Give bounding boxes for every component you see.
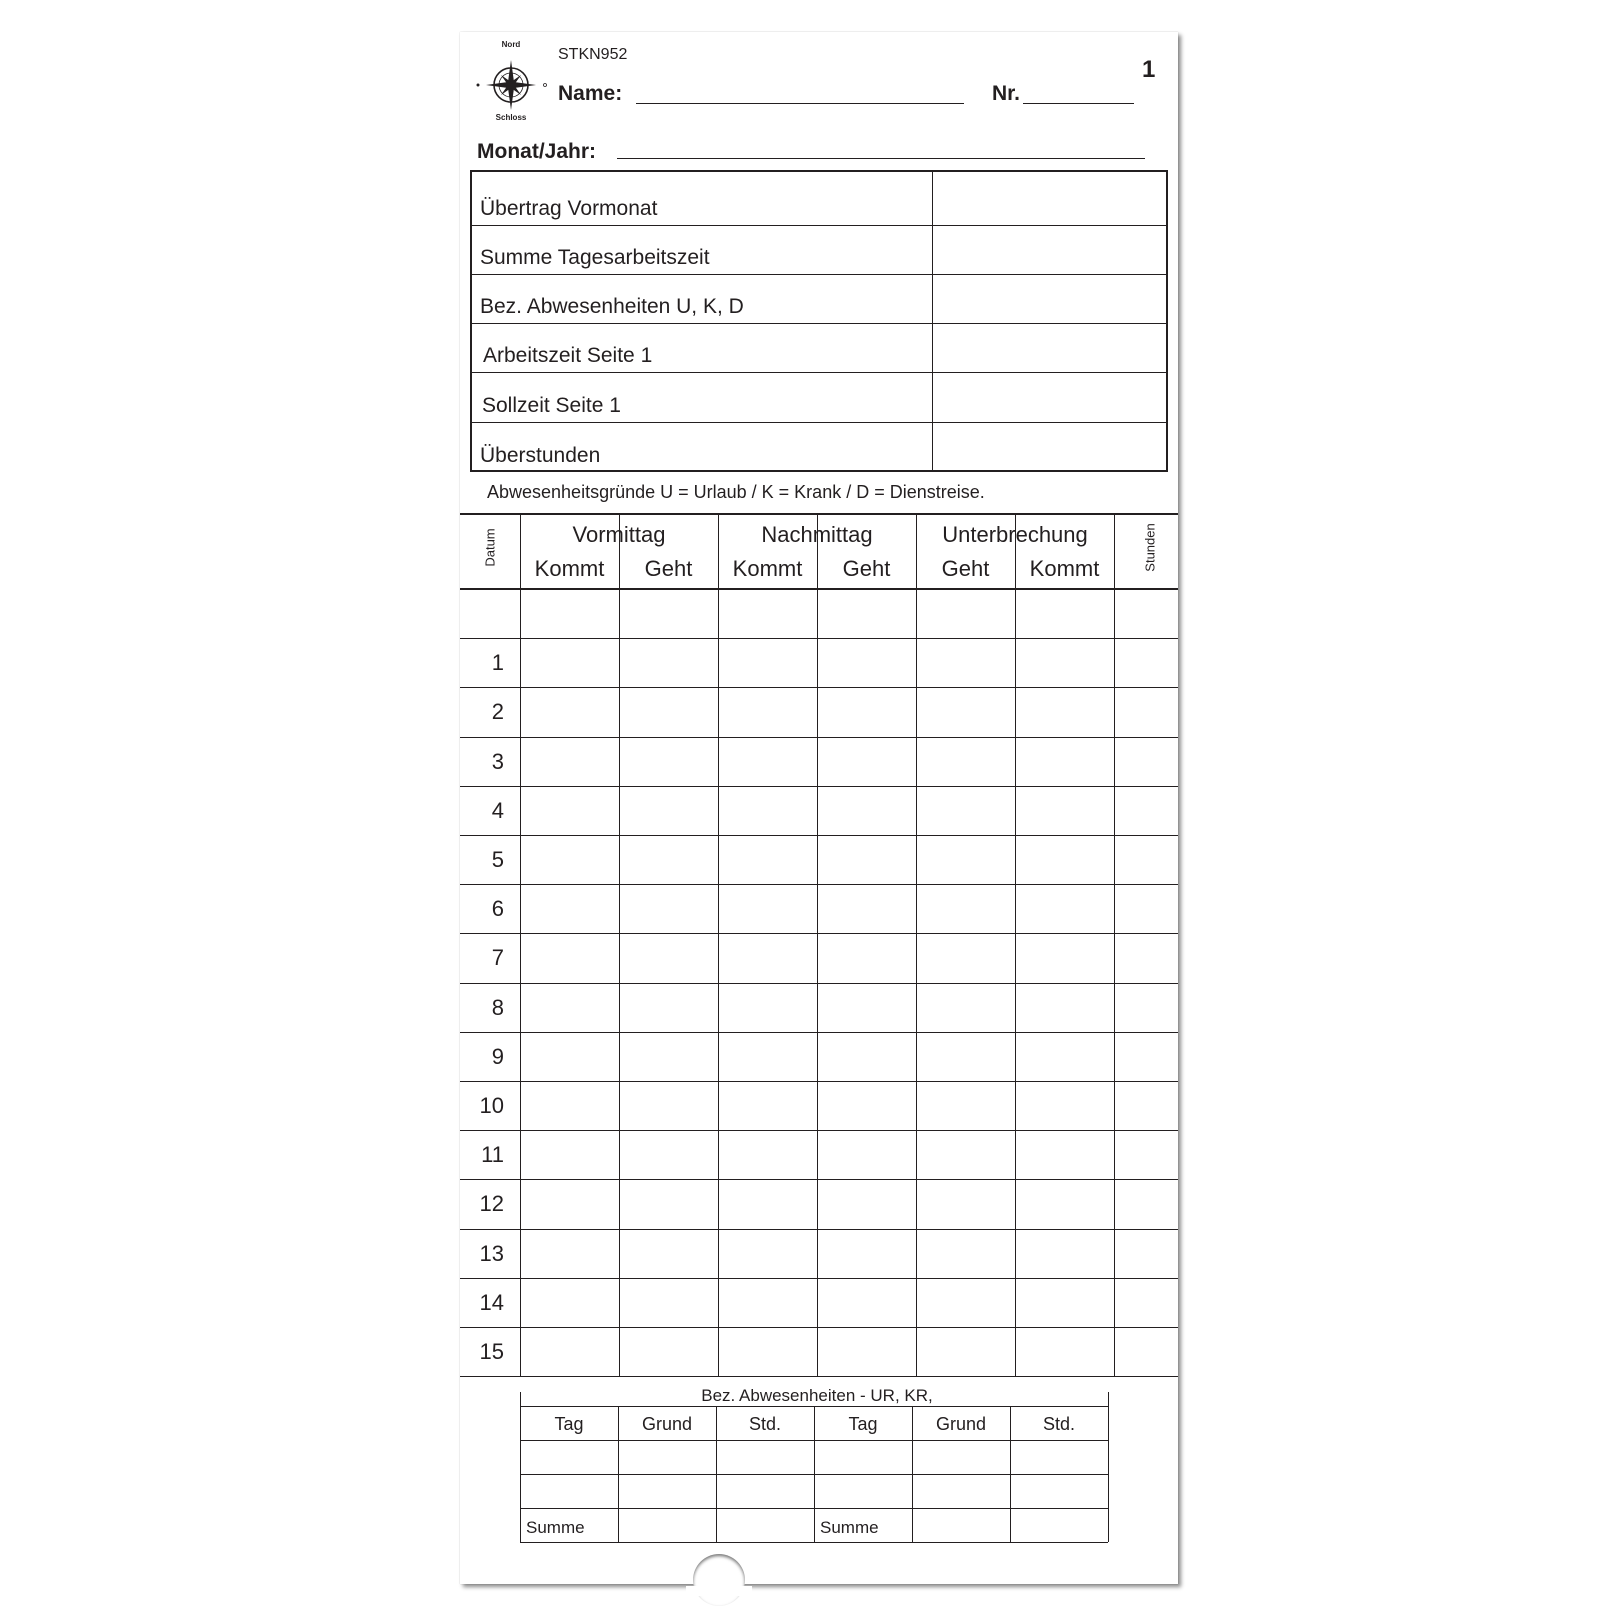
- day-number: 14: [479, 1289, 504, 1315]
- grid-row-line: [460, 835, 1178, 836]
- summary-row[interactable]: [472, 172, 1166, 226]
- day-number: 1: [491, 650, 504, 676]
- group-header-vormittag: Vormittag: [572, 522, 666, 547]
- absences-header-grund: Grund: [641, 1414, 693, 1434]
- grid-column-line: [1114, 513, 1115, 1376]
- summary-row-label: Bez. Abwesenheiten U, K, D: [480, 295, 744, 318]
- day-number: 13: [479, 1240, 504, 1266]
- subheader-kommt: Kommt: [1029, 556, 1100, 581]
- page-number: 1: [1142, 56, 1156, 83]
- day-number: 9: [491, 1043, 504, 1069]
- absence-reasons-note: Abwesenheitsgründe U = Urlaub / K = Krank / D = Dienstreise.: [487, 482, 985, 502]
- summary-row-label: Sollzeit Seite 1: [482, 394, 621, 417]
- absences-header-tag: Tag: [554, 1414, 584, 1434]
- grid-column-line: [916, 513, 917, 1376]
- grid-top-line: [460, 513, 1178, 515]
- month-year-label: Monat/Jahr:: [477, 140, 597, 163]
- day-number: 10: [479, 1093, 504, 1118]
- grid-column-line: [520, 513, 521, 1376]
- day-number: 8: [491, 994, 504, 1020]
- absences-sum-label: Summe: [820, 1518, 879, 1537]
- grid-column-line: [718, 513, 719, 1376]
- hours-column-header: Stunden: [1142, 523, 1158, 572]
- compass-logo: [474, 40, 548, 122]
- grid-row-line: [460, 1229, 1178, 1230]
- grid-row-line: [460, 638, 1178, 639]
- absences-title: Bez. Abwesenheiten - UR, KR,: [701, 1386, 933, 1405]
- absences-header-grund: Grund: [935, 1414, 987, 1434]
- grid-column-line: [619, 513, 620, 1376]
- summary-row-label: Überstunden: [480, 444, 601, 467]
- grid-row-line: [460, 983, 1178, 984]
- grid-row-line: [460, 1376, 1178, 1377]
- subheader-geht: Geht: [842, 556, 891, 581]
- date-column-header: Datum: [482, 528, 498, 567]
- subheader-kommt: Kommt: [732, 556, 803, 581]
- card-notch: [693, 1554, 745, 1606]
- absences-header-std: Std.: [1042, 1414, 1076, 1434]
- grid-row-line: [460, 1278, 1178, 1279]
- grid-row-line: [460, 1179, 1178, 1180]
- grid-row-line: [460, 737, 1178, 738]
- grid-column-line: [817, 513, 818, 1376]
- grid-row-line: [460, 687, 1178, 688]
- month-year-field[interactable]: [617, 158, 1145, 159]
- summary-row[interactable]: [472, 226, 1166, 275]
- nr-field[interactable]: [1023, 103, 1134, 104]
- name-field[interactable]: [636, 103, 964, 104]
- grid-row-line: [460, 884, 1178, 885]
- grid-row-line: [460, 1327, 1178, 1328]
- day-number: 11: [481, 1142, 504, 1168]
- grid-row-line: [460, 1081, 1178, 1082]
- subheader-geht: Geht: [941, 556, 990, 581]
- summary-table: [470, 170, 1168, 472]
- absences-header-tag: Tag: [848, 1414, 878, 1434]
- absences-column-line: [1108, 1392, 1109, 1542]
- subheader-geht: Geht: [644, 556, 693, 581]
- grid-header-line: [460, 588, 1178, 590]
- grid-row-line: [460, 1032, 1178, 1033]
- summary-row[interactable]: [472, 275, 1166, 324]
- logo-top-text: Nord: [501, 40, 521, 49]
- nr-label: Nr.: [992, 82, 1021, 105]
- absences-sum-label: Summe: [526, 1518, 585, 1537]
- subheader-kommt: Kommt: [534, 556, 605, 581]
- day-number: 7: [491, 945, 504, 971]
- grid-row-line: [460, 1130, 1178, 1131]
- summary-row-label: Arbeitszeit Seite 1: [483, 344, 653, 367]
- group-header-unterbrechung: Unterbrechung: [942, 522, 1088, 547]
- grid-row-line: [460, 786, 1178, 787]
- absences-header-std: Std.: [748, 1414, 782, 1434]
- grid-column-line: [1015, 513, 1016, 1376]
- logo-bottom-text: Schloss: [495, 113, 527, 122]
- compass-rose-icon: [474, 40, 548, 122]
- day-number: 2: [491, 699, 504, 725]
- day-number: 15: [479, 1339, 504, 1364]
- form-code: STKN952: [558, 46, 628, 63]
- name-label: Name:: [558, 82, 623, 105]
- day-number: 5: [491, 847, 504, 872]
- time-card: [460, 32, 1178, 1584]
- absences-row-line: [520, 1542, 1108, 1543]
- summary-row-label: Übertrag Vormonat: [480, 197, 658, 220]
- summary-row[interactable]: [472, 373, 1166, 423]
- day-number: 4: [491, 797, 504, 823]
- day-number: 12: [479, 1191, 504, 1217]
- day-number: 3: [491, 748, 504, 774]
- group-header-nachmittag: Nachmittag: [761, 522, 873, 547]
- day-number: 6: [491, 896, 504, 922]
- summary-row[interactable]: [472, 324, 1166, 373]
- grid-row-line: [460, 933, 1178, 934]
- summary-row[interactable]: [472, 423, 1166, 472]
- summary-row-label: Summe Tagesarbeitszeit: [480, 246, 710, 269]
